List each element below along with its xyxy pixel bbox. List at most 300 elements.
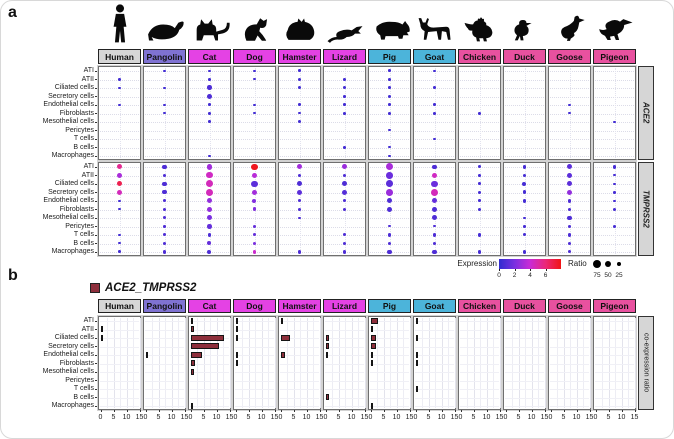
x-axis-tick (551, 410, 552, 412)
expression-dot (342, 164, 347, 169)
expression-dot (208, 78, 211, 81)
grid-line (100, 355, 139, 356)
grid-line (595, 381, 634, 382)
expression-dot (298, 78, 301, 81)
grid-line (595, 372, 634, 373)
grid-line (550, 355, 589, 356)
grid-line (505, 406, 544, 407)
row-label: ATI (83, 67, 94, 75)
pigeon-icon (595, 15, 635, 50)
species-header-a-pigeon: Pigeon (593, 49, 636, 64)
expression-dot (343, 112, 346, 115)
coexpression-bar (371, 326, 373, 332)
grid-line (190, 330, 229, 331)
expression-dot (613, 165, 617, 169)
x-axis-tick (442, 410, 443, 412)
species-header-b-goose: Goose (548, 299, 591, 313)
x-axis-tick (294, 410, 295, 412)
coexpression-bar (191, 352, 203, 358)
row-label: ATII (81, 75, 94, 83)
expression-tick-mark (515, 269, 516, 271)
grid-line (415, 389, 454, 390)
expression-dot (478, 191, 481, 194)
grid-line (550, 347, 589, 348)
row-label: Endothelial cells (43, 351, 94, 359)
grid-line (280, 398, 319, 399)
expression-dot (386, 189, 393, 196)
grid-line (370, 381, 409, 382)
expression-dot (431, 189, 438, 196)
grid-line (460, 364, 499, 365)
species-header-a-chicken: Chicken (458, 49, 501, 64)
expression-dot (298, 208, 301, 211)
species-header-a-lizard: Lizard (323, 49, 366, 64)
expression-dot (206, 172, 212, 178)
grid-line (145, 364, 184, 365)
x-axis-tick-label: 5 (336, 414, 341, 421)
x-axis-tick (622, 410, 623, 412)
x-axis-tick (262, 410, 263, 412)
species-header-a-goose: Goose (548, 49, 591, 64)
x-axis-tick (230, 410, 231, 412)
grid-line (235, 364, 274, 365)
coexpression-bar (191, 403, 193, 409)
x-axis-tick-label: 10 (392, 414, 401, 421)
expression-dot (118, 78, 120, 80)
ratio-legend-circle (593, 260, 601, 268)
x-axis-tick-label: 10 (212, 414, 221, 421)
grid-line (550, 398, 589, 399)
ratio-legend-value: 25 (615, 272, 623, 279)
grid-line (500, 318, 501, 408)
expression-dot (388, 233, 392, 237)
expression-dot (163, 70, 165, 72)
barplot-panel-pangolin (143, 316, 186, 410)
grid-line (595, 389, 634, 390)
expression-dot (117, 181, 122, 186)
dotplot-panel-tmprss2-dog (233, 162, 276, 256)
coexpression-bar (371, 403, 373, 409)
x-axis-tick-label: 10 (572, 414, 581, 421)
dog-icon (236, 14, 274, 50)
expression-dot (208, 233, 212, 237)
x-axis-tick (564, 410, 565, 412)
x-axis-tick (320, 410, 321, 412)
row-label: Macrophages (51, 402, 94, 410)
x-axis-tick (545, 410, 546, 412)
grid-line (235, 347, 274, 348)
grid-line (190, 398, 229, 399)
grid-line (550, 406, 589, 407)
x-axis-tick (365, 410, 366, 412)
grid-line (595, 330, 634, 331)
expression-dot (432, 173, 437, 178)
species-header-b-chicken: Chicken (458, 299, 501, 313)
x-axis-tick-label: 0 (143, 414, 148, 421)
grid-line (550, 389, 589, 390)
row-label: Ciliated cells (54, 84, 94, 92)
grid-line (415, 398, 454, 399)
x-axis-tick-label: 15 (450, 414, 459, 421)
expression-dot (388, 112, 391, 115)
grid-line (615, 68, 616, 158)
grid-line (460, 372, 499, 373)
grid-line (550, 364, 589, 365)
grid-line (235, 321, 274, 322)
grid-line (415, 338, 454, 339)
expression-dot (613, 121, 615, 123)
expression-dot (432, 207, 437, 212)
x-axis-tick (236, 410, 237, 412)
expression-dot (478, 182, 481, 185)
coexpression-bar (281, 335, 291, 341)
x-axis-tick-label: 5 (561, 414, 566, 421)
grid-line (100, 321, 139, 322)
grid-line (145, 398, 184, 399)
species-header-a-goat: Goat (413, 49, 456, 64)
expression-dot (163, 104, 165, 106)
expression-dot (568, 199, 572, 203)
x-axis-tick (590, 410, 591, 412)
expression-dot (388, 242, 391, 245)
dotplot-panel-tmprss2-cat (188, 162, 231, 256)
x-axis-tick-label: 5 (246, 414, 251, 421)
x-axis-tick-label: 15 (405, 414, 414, 421)
grid-line (235, 381, 274, 382)
expression-dot (388, 95, 391, 98)
expression-dot (343, 78, 346, 81)
grid-line (505, 347, 544, 348)
grid-line (410, 318, 411, 408)
grid-line (100, 372, 139, 373)
expression-dot (207, 207, 212, 212)
expression-dot (297, 190, 302, 195)
coexpression-bar (416, 318, 418, 324)
grid-line (145, 406, 184, 407)
x-axis-tick-label: 15 (360, 414, 369, 421)
coexpression-bar (191, 360, 195, 366)
species-header-b-hamster: Hamster (278, 299, 321, 313)
expression-dot (387, 207, 392, 212)
coexpression-bar (191, 335, 224, 341)
expression-dot (343, 242, 346, 245)
row-label: Fibroblasts (59, 359, 94, 367)
dotplot-panel-tmprss2-hamster (278, 162, 321, 256)
expression-dot (432, 165, 436, 169)
ratio-legend-value: 50 (604, 272, 612, 279)
dotplot-panel-ace2-lizard (323, 66, 366, 160)
grid-line (100, 406, 139, 407)
dotplot-panel-ace2-chicken (458, 66, 501, 160)
grid-line (505, 389, 544, 390)
x-axis-tick (281, 410, 282, 412)
expression-dot (298, 103, 301, 106)
expression-dot (568, 208, 571, 211)
row-label: B cells (73, 143, 94, 151)
grid-line (550, 321, 589, 322)
barplot-panel-dog (233, 316, 276, 410)
expression-dot (386, 163, 393, 170)
row-label: Fibroblasts (59, 205, 94, 213)
grid-line (370, 364, 409, 365)
expression-tick-mark (530, 269, 531, 271)
grid-line (460, 398, 499, 399)
species-header-b-pig: Pig (368, 299, 411, 313)
expression-dot (253, 225, 256, 228)
grid-line (235, 355, 274, 356)
species-header-a-hamster: Hamster (278, 49, 321, 64)
expression-dot (567, 216, 571, 220)
grid-line (325, 364, 364, 365)
expression-dot (568, 233, 572, 237)
row-label: T cells (73, 231, 94, 239)
coexpression-bar (101, 335, 103, 341)
row-label: Mesothelial cells (42, 368, 94, 376)
grid-line (235, 398, 274, 399)
x-axis-tick (146, 410, 147, 412)
x-axis-tick (326, 410, 327, 412)
x-axis-tick-label: 5 (291, 414, 296, 421)
grid-line (235, 372, 274, 373)
expression-dot (523, 225, 526, 228)
hamster-icon (282, 15, 318, 50)
expression-dot (207, 94, 212, 99)
row-label: ATII (81, 325, 94, 333)
coexpression-bar (236, 360, 238, 366)
grid-line (325, 321, 364, 322)
x-axis-tick-label: 10 (302, 414, 311, 421)
coexpression-bar (191, 343, 219, 349)
species-header-b-human: Human (98, 299, 141, 313)
dotplot-panel-tmprss2-pig (368, 162, 411, 256)
ratio-legend-value: 75 (593, 272, 601, 279)
species-header-a-pangolin: Pangolin (143, 49, 186, 64)
expression-dot (162, 165, 166, 169)
row-label: ATI (83, 163, 94, 171)
x-axis-tick (429, 410, 430, 412)
dotplot-panel-ace2-pigeon (593, 66, 636, 160)
grid-line (595, 347, 634, 348)
grid-line (460, 330, 499, 331)
grid-line (635, 318, 636, 408)
expression-dot (163, 208, 166, 211)
x-axis-tick-label: 5 (381, 414, 386, 421)
coexpression-bar (326, 343, 329, 349)
lizard-icon (324, 17, 366, 52)
expression-dot (253, 250, 257, 254)
grid-line (145, 372, 184, 373)
expression-dot (387, 198, 392, 203)
x-axis-tick (204, 410, 205, 412)
gene-strip-label: TMPRSS2 (641, 190, 651, 228)
grid-line (370, 406, 409, 407)
expression-dot (523, 199, 527, 203)
grid-line (525, 164, 526, 254)
coexpression-strip-label: co-expression ratio (642, 333, 650, 393)
row-label: Pericytes (65, 126, 94, 134)
barplot-panel-pig (368, 316, 411, 410)
x-axis-tick (185, 410, 186, 412)
dotplot-panel-ace2-pangolin (143, 66, 186, 160)
grid-line (415, 330, 454, 331)
expression-dot (118, 87, 120, 89)
grid-line (370, 330, 409, 331)
grid-line (460, 355, 499, 356)
expression-dot (343, 95, 346, 98)
row-label: Ciliated cells (54, 334, 94, 342)
coexpression-bar (416, 386, 418, 392)
coexpression-bar (281, 318, 283, 324)
expression-dot (298, 217, 300, 219)
coexpression-bar (236, 326, 238, 332)
x-axis-tick-label: 10 (527, 414, 536, 421)
x-axis-tick (506, 410, 507, 412)
grid-line (505, 372, 544, 373)
grid-line (145, 338, 184, 339)
dotplot-panel-tmprss2-goose (548, 162, 591, 256)
grid-line (145, 355, 184, 356)
expression-dot (387, 250, 391, 254)
expression-dot (431, 181, 437, 187)
expression-tick-label: 2 (512, 272, 517, 279)
row-label: ATI (83, 317, 94, 325)
grid-line (185, 318, 186, 408)
expression-dot (343, 146, 346, 149)
expression-dot (343, 208, 346, 211)
expression-dot (118, 234, 120, 236)
x-axis-tick-label: 15 (585, 414, 594, 421)
panel-a-label: a (8, 4, 17, 21)
grid-line (460, 381, 499, 382)
expression-dot (432, 250, 436, 254)
grid-line (190, 364, 229, 365)
human-icon (109, 3, 131, 50)
x-axis-tick-label: 0 (548, 414, 553, 421)
row-label: B cells (73, 393, 94, 401)
x-axis-tick (397, 410, 398, 412)
x-axis-tick-label: 15 (495, 414, 504, 421)
x-axis-tick (577, 410, 578, 412)
coexpression-bar (416, 335, 418, 341)
grid-line (145, 381, 184, 382)
x-axis-tick (127, 410, 128, 412)
species-header-b-pangolin: Pangolin (143, 299, 186, 313)
x-axis-tick-label: 10 (347, 414, 356, 421)
grid-line (100, 330, 139, 331)
x-axis-tick-label: 0 (278, 414, 283, 421)
x-axis-tick-label: 0 (188, 414, 193, 421)
species-header-b-duck: Duck (503, 299, 546, 313)
expression-dot (163, 87, 165, 89)
x-axis-tick (384, 410, 385, 412)
row-label: Ciliated cells (54, 180, 94, 188)
grid-line (505, 398, 544, 399)
expression-dot (208, 112, 210, 114)
x-axis-tick-label: 10 (482, 414, 491, 421)
gene-strip-tmprss2 (638, 162, 654, 256)
expression-dot (206, 189, 213, 196)
x-axis-tick (635, 410, 636, 412)
expression-dot (523, 174, 526, 177)
species-header-a-dog: Dog (233, 49, 276, 64)
expression-dot (433, 103, 436, 106)
grid-line (550, 338, 589, 339)
grid-line (100, 398, 139, 399)
x-axis-tick (416, 410, 417, 412)
expression-dot (298, 69, 301, 72)
expression-dot (117, 190, 122, 195)
goose-icon (553, 10, 587, 49)
x-axis-tick (275, 410, 276, 412)
grid-line (595, 406, 634, 407)
coexpression-bar (281, 352, 286, 358)
grid-line (415, 347, 454, 348)
expression-dot (208, 120, 211, 123)
dotplot-panel-tmprss2-human (98, 162, 141, 256)
expression-dot (433, 70, 435, 72)
dotplot-panel-ace2-dog (233, 66, 276, 160)
dotplot-panel-ace2-duck (503, 66, 546, 160)
expression-dot (162, 190, 166, 194)
x-axis-tick (140, 410, 141, 412)
expression-dot (478, 250, 482, 254)
row-label: Pericytes (65, 376, 94, 384)
x-axis-tick-label: 10 (167, 414, 176, 421)
coexpression-strip (638, 316, 654, 410)
grid-line (280, 330, 319, 331)
grid-line (190, 321, 229, 322)
expression-dot (478, 233, 482, 237)
x-axis-tick (172, 410, 173, 412)
grid-line (460, 389, 499, 390)
x-axis-tick (455, 410, 456, 412)
dotplot-panel-tmprss2-pigeon (593, 162, 636, 256)
grid-line (145, 330, 184, 331)
duck-icon (509, 14, 541, 50)
barplot-panel-duck (503, 316, 546, 410)
species-header-a-pig: Pig (368, 49, 411, 64)
expression-dot (478, 208, 481, 211)
dotplot-panel-tmprss2-chicken (458, 162, 501, 256)
panel-b-label: b (8, 267, 18, 284)
expression-dot (251, 164, 257, 170)
x-axis-tick (596, 410, 597, 412)
species-header-b-goat: Goat (413, 299, 456, 313)
grid-line (325, 381, 364, 382)
grid-line (460, 338, 499, 339)
grid-line (325, 330, 364, 331)
expression-dot (478, 112, 480, 114)
grid-line (545, 318, 546, 408)
x-axis-tick (249, 410, 250, 412)
x-axis-tick-label: 5 (156, 414, 161, 421)
row-label: Macrophages (51, 152, 94, 160)
row-label: Endothelial cells (43, 101, 94, 109)
grid-line (590, 318, 591, 408)
grid-line (595, 364, 634, 365)
dotplot-panel-ace2-goose (548, 66, 591, 160)
gene-strip-label: ACE2 (641, 102, 651, 124)
x-axis-tick (487, 410, 488, 412)
grid-line (505, 321, 544, 322)
grid-line (235, 338, 274, 339)
x-axis-tick-label: 0 (458, 414, 463, 421)
expression-tick-mark (499, 269, 500, 271)
x-axis-tick (101, 410, 102, 412)
ratio-legend-label: Ratio (568, 259, 587, 268)
expression-dot (433, 138, 435, 140)
expression-dot (433, 233, 437, 237)
